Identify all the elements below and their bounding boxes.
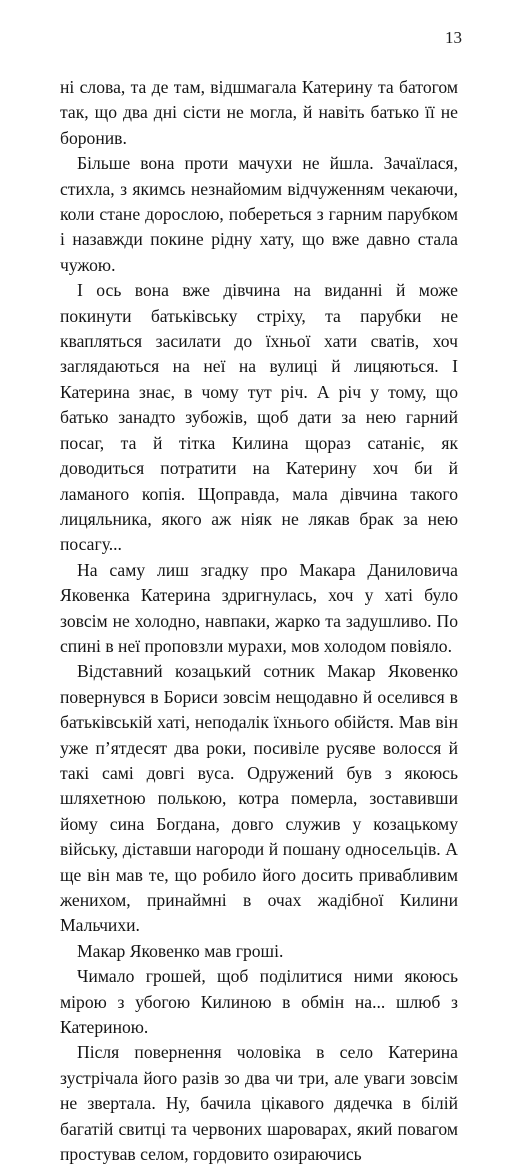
text-body [60, 75, 458, 1167]
page-number: 13 [445, 28, 462, 47]
paragraph: На саму лиш згадку про Макара Даниловича Яковенка Катерина здригнулась, хоч у хаті було зовсім не холодно, навпаки, жарко та задушливо. По спині в неї проповзли мурахи, мов холодом повіяло. [60, 559, 458, 656]
paragraph: ні слова, та де там, відшмагала Катерину та батогом так, що два дні сісти не могла, й навіть батько її не боронив. [60, 77, 458, 148]
paragraph: Більше вона проти мачухи не йшла. Зачаїлася, стихла, з якимсь незнайомим відчуженням чекаючи, коли стане дорослою, побереться з гарним парубком і назавжди покине рідну хату, що вже давно стала чужою. [60, 153, 458, 275]
paragraph: Чимало грошей, щоб поділитися ними якоюсь мірою з убогою Килиною в обмін на... шлюб з Катериною. [60, 966, 458, 1038]
paragraph: Після повернення чоловіка в село Катерина зустрічала його разів зо два чи три, але уваги зовсім не звертала. Ну, бачила цікавого дядечка в білій багатій свитці та червоних шароварах, який повагом простував селом, гордовито озираючись [60, 1042, 458, 1165]
paragraph: І ось вона вже дівчина на виданні й може покинути батьківську стріху, та парубки не квапляться засилати до їхньої хати сватів, хоч заглядаються на неї на вулиці й лицяються. І Катерина знає, в чому тут річ. А річ у тому, що батько занадто зубожів, щоб дати за нею гарний посаг, та й тітка Килина щораз сатаніє, як доводиться потратити на Катерину хоч би й ламаного копія. Щоправда, мала дівчина такого лицяльника, якого аж ніяк не лякав брак за нею посагу... [60, 280, 458, 555]
paragraph: Макар Яковенко мав гроші. [77, 940, 284, 961]
paragraph: Відставний козацький сотник Макар Яковенко повернувся в Бориси зовсім нещодавно й оселився в батьківській хаті, неподалік їхнього обійстя. Мав він уже п’ятдесят два роки, посивіле русяве волосся й такі самі довгі вуса. Одружений був з якоюсь шляхетною полькою, котра померла, зоставивши йому сина Богдана, довго служив у козацькому війську, діставши нагороди й пошану односельців. А ще він мав те, що робило його досить привабливим женихом, принаймні в очах жадібної Килини Мальчихи. [60, 661, 458, 936]
